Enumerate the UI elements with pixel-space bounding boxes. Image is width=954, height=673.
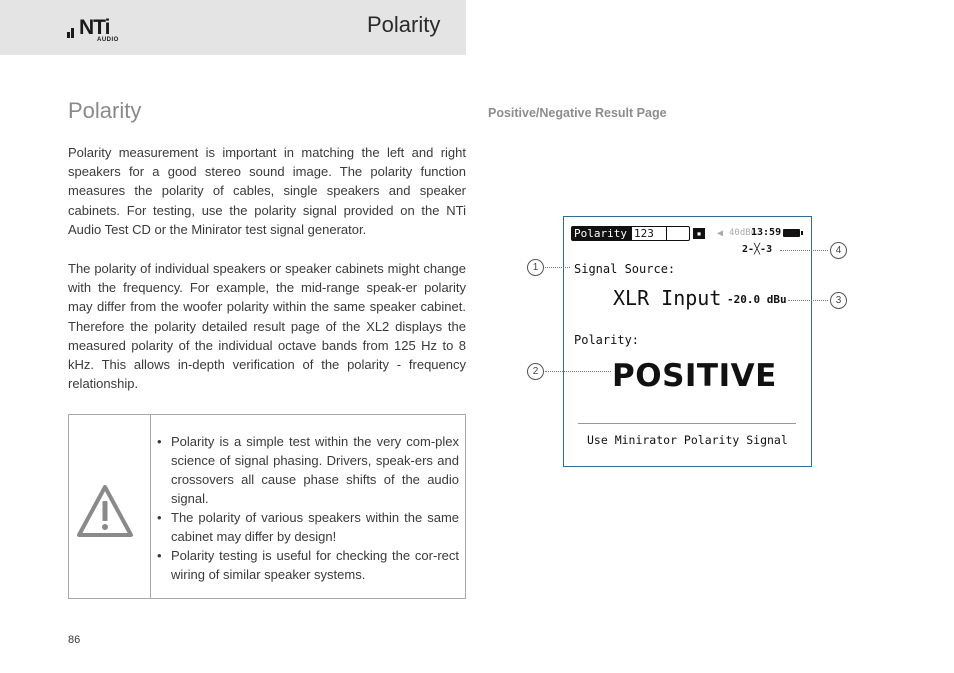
note-item: • The polarity of various speakers within the same cabinet may differ by design! xyxy=(157,508,459,546)
status-bar xyxy=(571,225,803,241)
screen-footer-message: Use Minirator Polarity Signal xyxy=(587,433,788,447)
polarity-label: Polarity: xyxy=(574,333,640,347)
function-tab xyxy=(571,226,690,241)
clock: 13:59 xyxy=(751,227,782,238)
nti-audio-logo xyxy=(67,18,127,44)
callout-3: 3 xyxy=(830,292,847,309)
battery-icon xyxy=(783,229,800,237)
callout-2-leader xyxy=(545,371,611,372)
signal-source-label: Signal Source: xyxy=(574,262,676,276)
tab-separator xyxy=(666,227,667,240)
logo-sub-text: AUDIO xyxy=(97,37,119,43)
callout-4: 4 xyxy=(830,242,847,259)
status-level: 40dBu xyxy=(729,228,757,238)
note-item: • Polarity is a simple test within the very com-plex science of signal phasing. Drivers, speak-ers and crossovers all cause phase shifts of the audio signal. xyxy=(157,432,459,508)
note-divider xyxy=(150,415,151,598)
warning-triangle-icon xyxy=(75,483,135,539)
input-range: 2-╳-3 xyxy=(742,244,773,255)
tab-number: 123 xyxy=(634,227,654,240)
callout-1: 1 xyxy=(527,259,544,276)
callout-2: 2 xyxy=(527,363,544,380)
callout-4-leader xyxy=(780,250,828,251)
note-box xyxy=(68,414,466,599)
note-item: • Polarity testing is useful for checking the cor-rect wiring of similar speaker systems. xyxy=(157,546,459,584)
logo-main-text: NTi xyxy=(79,16,110,39)
page-number: 86 xyxy=(68,634,81,646)
intro-paragraph: Polarity measurement is important in matching the left and right speakers for a good stereo sound image. The polarity function measures the polarity of cables, single speakers and speaker cabinets. For testing, use the polarity signal provided on the NTi Audio Test CD or the Minirator test signal generator. xyxy=(68,145,466,237)
page-icon: ▪ xyxy=(693,228,705,239)
header-title: Polarity xyxy=(367,12,441,37)
xl2-screen xyxy=(563,216,812,467)
result-page-subheading: Positive/Negative Result Page xyxy=(488,106,667,120)
callout-3-leader xyxy=(788,300,828,301)
speaker-icon: ◀ xyxy=(717,228,724,239)
detail-paragraph: The polarity of individual speakers or speaker cabinets might change with the frequency. For example, the mid-range speak-er polarity may differ from the woofer polarity within the same speaker cabinet. Therefore the polarity detailed result page of the XL2 displays the measured polarity of the individual octave bands from 125 Hz to 8 kHz. This allows in-depth verification of the polarity - frequency relationship. xyxy=(68,261,466,392)
signal-level: -20.0 dBu xyxy=(727,293,787,306)
signal-source-value: XLR Input xyxy=(613,286,722,310)
screen-divider xyxy=(578,423,796,424)
callout-1-leader xyxy=(545,267,570,268)
tab-label: Polarity xyxy=(572,227,632,240)
note-list xyxy=(157,432,459,584)
polarity-result: POSITIVE xyxy=(612,358,777,394)
section-heading: Polarity xyxy=(68,98,142,123)
